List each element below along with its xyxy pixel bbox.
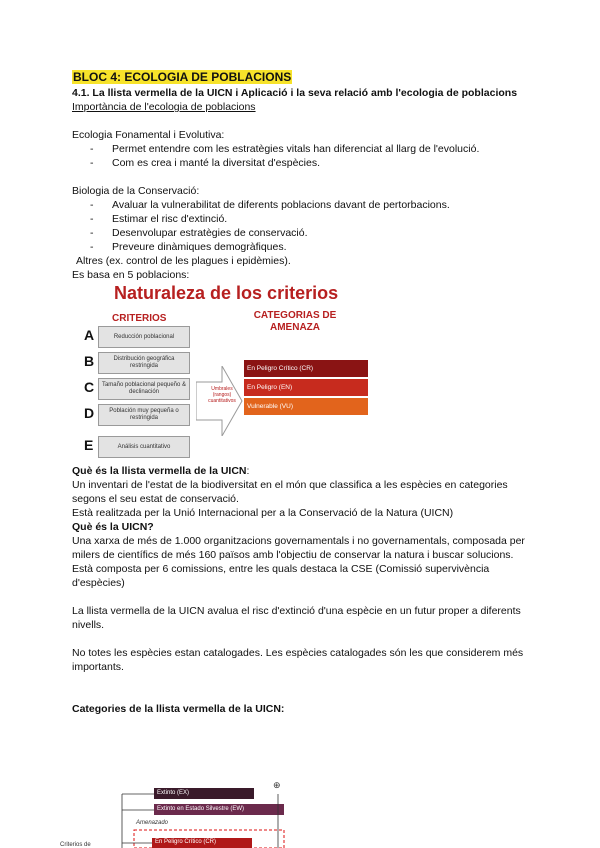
criterion-letter: E <box>84 437 94 453</box>
basis-text: Es basa en 5 poblacions: <box>72 269 190 281</box>
categories-figure <box>60 782 300 848</box>
cat-ex: Extinto (EX) <box>157 790 190 796</box>
list-item: - Estimar el risc d'extinció. <box>90 212 532 226</box>
q2-title: Què és la UICN? <box>72 521 154 533</box>
q1-title: Què és la llista vermella de la UICN <box>72 465 247 477</box>
criterion-box: Población muy pequeña o restringida <box>98 404 190 426</box>
bio-list <box>72 198 532 254</box>
side-label: Criterios de <box>60 842 91 848</box>
eco-list <box>72 142 532 170</box>
section-title: Importància de l'ecologia de poblacions <box>72 101 256 113</box>
criterion-box: Análisis cuantitativo <box>98 436 190 458</box>
category-vu: Vulnerable (VU) <box>244 398 368 415</box>
amenazado-label: Amenazado <box>136 820 169 826</box>
criteria-figure <box>84 283 374 462</box>
extinct-dagger-icon: ⊕ <box>273 780 281 790</box>
risk-paragraph: La llista vermella de la UICN avalua el risc d'extinció d'una espècie en un futur proper a diferents nivells. <box>72 605 521 631</box>
list-item: - Avaluar la vulnerabilitat de diferents poblacions davant de pertorbacions. <box>90 198 532 212</box>
subheading: 4.1. La llista vermella de la UICN i Aplicació i la seva relació amb l'ecologia de poblacions <box>72 87 518 99</box>
arrow-label: Umbrales (rangos) cuantitativos <box>208 386 236 404</box>
criterion-letter: D <box>84 405 95 421</box>
document-page <box>72 70 532 716</box>
criterion-letter: B <box>84 353 95 369</box>
others-text: Altres (ex. control de les plagues i epidèmies). <box>76 255 291 267</box>
list-item: - Preveure dinàmiques demogràfiques. <box>90 240 532 254</box>
figure-title: Naturaleza de los criterios <box>114 283 339 303</box>
criteria-heading: CRITERIOS <box>112 313 167 324</box>
q1-paragraph: Està realitzada per la Unió Internacional per a la Conservació de la Natura (UICN) <box>72 507 454 519</box>
category-en: En Peligro (EN) <box>244 379 368 396</box>
cat-cr: En Peligro Crítico (CR) <box>155 839 217 845</box>
category-cr: En Peligro Crítico (CR) <box>244 360 368 377</box>
categories-heading: CATEGORIAS DE AMENAZA <box>253 310 337 333</box>
categories-title: Categories de la llista vermella de la UICN: <box>72 703 285 715</box>
q1-colon: : <box>246 465 250 477</box>
list-item: - Desenvolupar estratègies de conservació. <box>90 226 532 240</box>
list-item: - Com es crea i manté la diversitat d'espècies. <box>90 156 532 170</box>
criterion-letter: A <box>84 327 95 343</box>
criterion-box: Reducción poblacional <box>98 326 190 348</box>
bio-title: Biologia de la Conservació: <box>72 185 200 197</box>
criterion-box: Tamaño poblacional pequeño & declinación <box>98 378 190 400</box>
q2-paragraph: Una xarxa de més de 1.000 organitzacions governamentals i no governamentals, composada per milers de científics de més 160 països amb l'objectiu de conservar la natura i buscar solucions. <box>72 535 525 561</box>
criterion-box: Distribución geográfica restringida <box>98 352 190 374</box>
q1-paragraph: Un inventari de l'estat de la biodiversitat en el món que classifica a les espècies en categories segons el seu estat de conservació. <box>72 479 508 505</box>
eco-title: Ecologia Fonamental i Evolutiva: <box>72 129 225 141</box>
q2-paragraph: Està composta per 6 comissions, entre les quals destaca la CSE (Comissió supervivència d'espècies) <box>72 563 490 589</box>
notall-paragraph: No totes les espècies estan catalogades. Les espècies catalogades són les que considerem més importants. <box>72 647 524 673</box>
list-item: - Permet entendre com les estratègies vitals han diferenciat al llarg de l'evolució. <box>90 142 532 156</box>
criterion-letter: C <box>84 379 95 395</box>
cat-ew: Extinto en Estado Silvestre (EW) <box>157 806 245 812</box>
page-title: BLOC 4: ECOLOGIA DE POBLACIONS <box>73 70 292 84</box>
